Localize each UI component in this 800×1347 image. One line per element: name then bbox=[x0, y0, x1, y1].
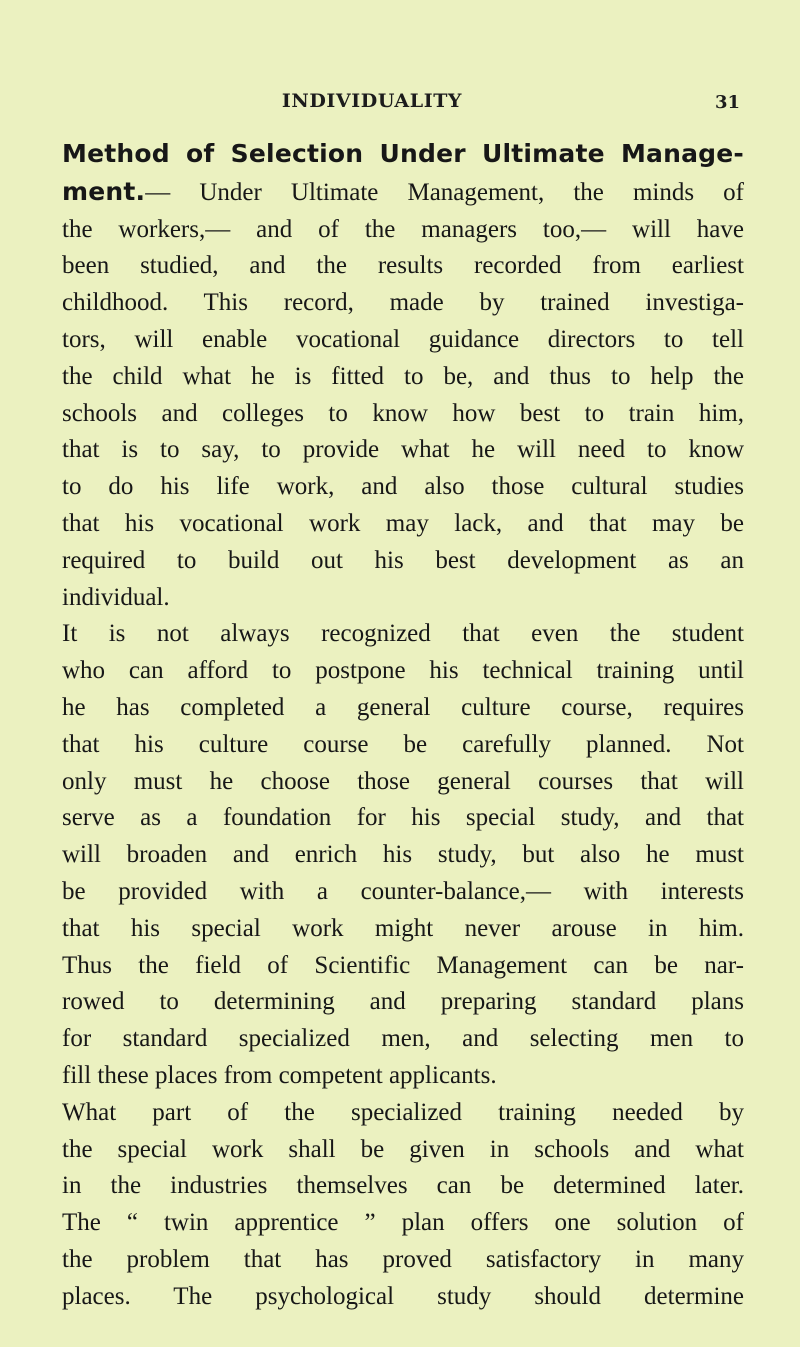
text-line bbox=[62, 174, 744, 212]
text-line: tors, will enable vocational guidance directors to tell bbox=[62, 325, 744, 353]
line-text: — Under Ultimate Management, the minds of bbox=[145, 178, 744, 206]
paragraph-method-of-selection bbox=[62, 136, 744, 616]
text-line: be provided with a counter-balance,— with interests bbox=[62, 877, 744, 905]
text-line: he has completed a general culture course, requires bbox=[62, 693, 744, 721]
text-line: What part of the specialized training needed by bbox=[62, 1098, 744, 1126]
text-line: to do his life work, and also those cultural studies bbox=[62, 473, 744, 501]
text-line: rowed to determining and preparing standard plans bbox=[62, 988, 744, 1016]
text-line: will broaden and enrich his study, but also he must bbox=[62, 841, 744, 869]
text-line: places. The psychological study should determine bbox=[62, 1282, 744, 1310]
text-line: Thus the field of Scientific Management can be nar- bbox=[62, 951, 744, 979]
text-line: that his special work might never arouse in him. bbox=[62, 914, 744, 942]
running-title: INDIVIDUALITY bbox=[281, 90, 463, 112]
page-number: 31 bbox=[714, 92, 740, 113]
section-heading: Method of Selection Under Ultimate Manage- bbox=[62, 139, 744, 168]
text-line bbox=[62, 136, 744, 174]
text-line: in the industries themselves can be determined later. bbox=[62, 1172, 744, 1200]
text-line: schools and colleges to know how best to train him, bbox=[62, 399, 744, 427]
text-line: only must he choose those general courses that will bbox=[62, 767, 744, 795]
text-line: the workers,— and of the managers too,— will have bbox=[62, 215, 744, 243]
text-line: been studied, and the results recorded from earliest bbox=[62, 252, 744, 280]
text-line: childhood. This record, made by trained investiga- bbox=[62, 289, 744, 317]
running-head bbox=[62, 90, 740, 124]
section-heading-end: ment. bbox=[62, 176, 146, 206]
text-line: who can afford to postpone his technical training until bbox=[62, 657, 744, 685]
text-line: The “ twin apprentice ” plan offers one solution of bbox=[62, 1209, 744, 1237]
body-text bbox=[62, 136, 744, 1316]
text-line: that is to say, to provide what he will need to know bbox=[62, 436, 744, 464]
text-line: that his culture course be carefully planned. Not bbox=[62, 730, 744, 758]
text-line: individual. bbox=[62, 583, 170, 611]
text-line: the problem that has proved satisfactory in many bbox=[62, 1245, 744, 1273]
text-line: It is not always recognized that even the student bbox=[62, 620, 744, 648]
text-line: serve as a foundation for his special study, and that bbox=[62, 804, 744, 832]
text-line: fill these places from competent applicants. bbox=[62, 1061, 497, 1089]
text-line: the child what he is fitted to be, and thus to help the bbox=[62, 362, 744, 390]
text-line: required to build out his best development as an bbox=[62, 546, 744, 574]
text-line: for standard specialized men, and selecting men to bbox=[62, 1025, 744, 1053]
text-line: that his vocational work may lack, and that may be bbox=[62, 509, 744, 537]
paragraph-specialized-training bbox=[62, 1095, 744, 1316]
text-line: the special work shall be given in schools and what bbox=[62, 1135, 744, 1163]
paragraph-culture-course bbox=[62, 616, 744, 1094]
